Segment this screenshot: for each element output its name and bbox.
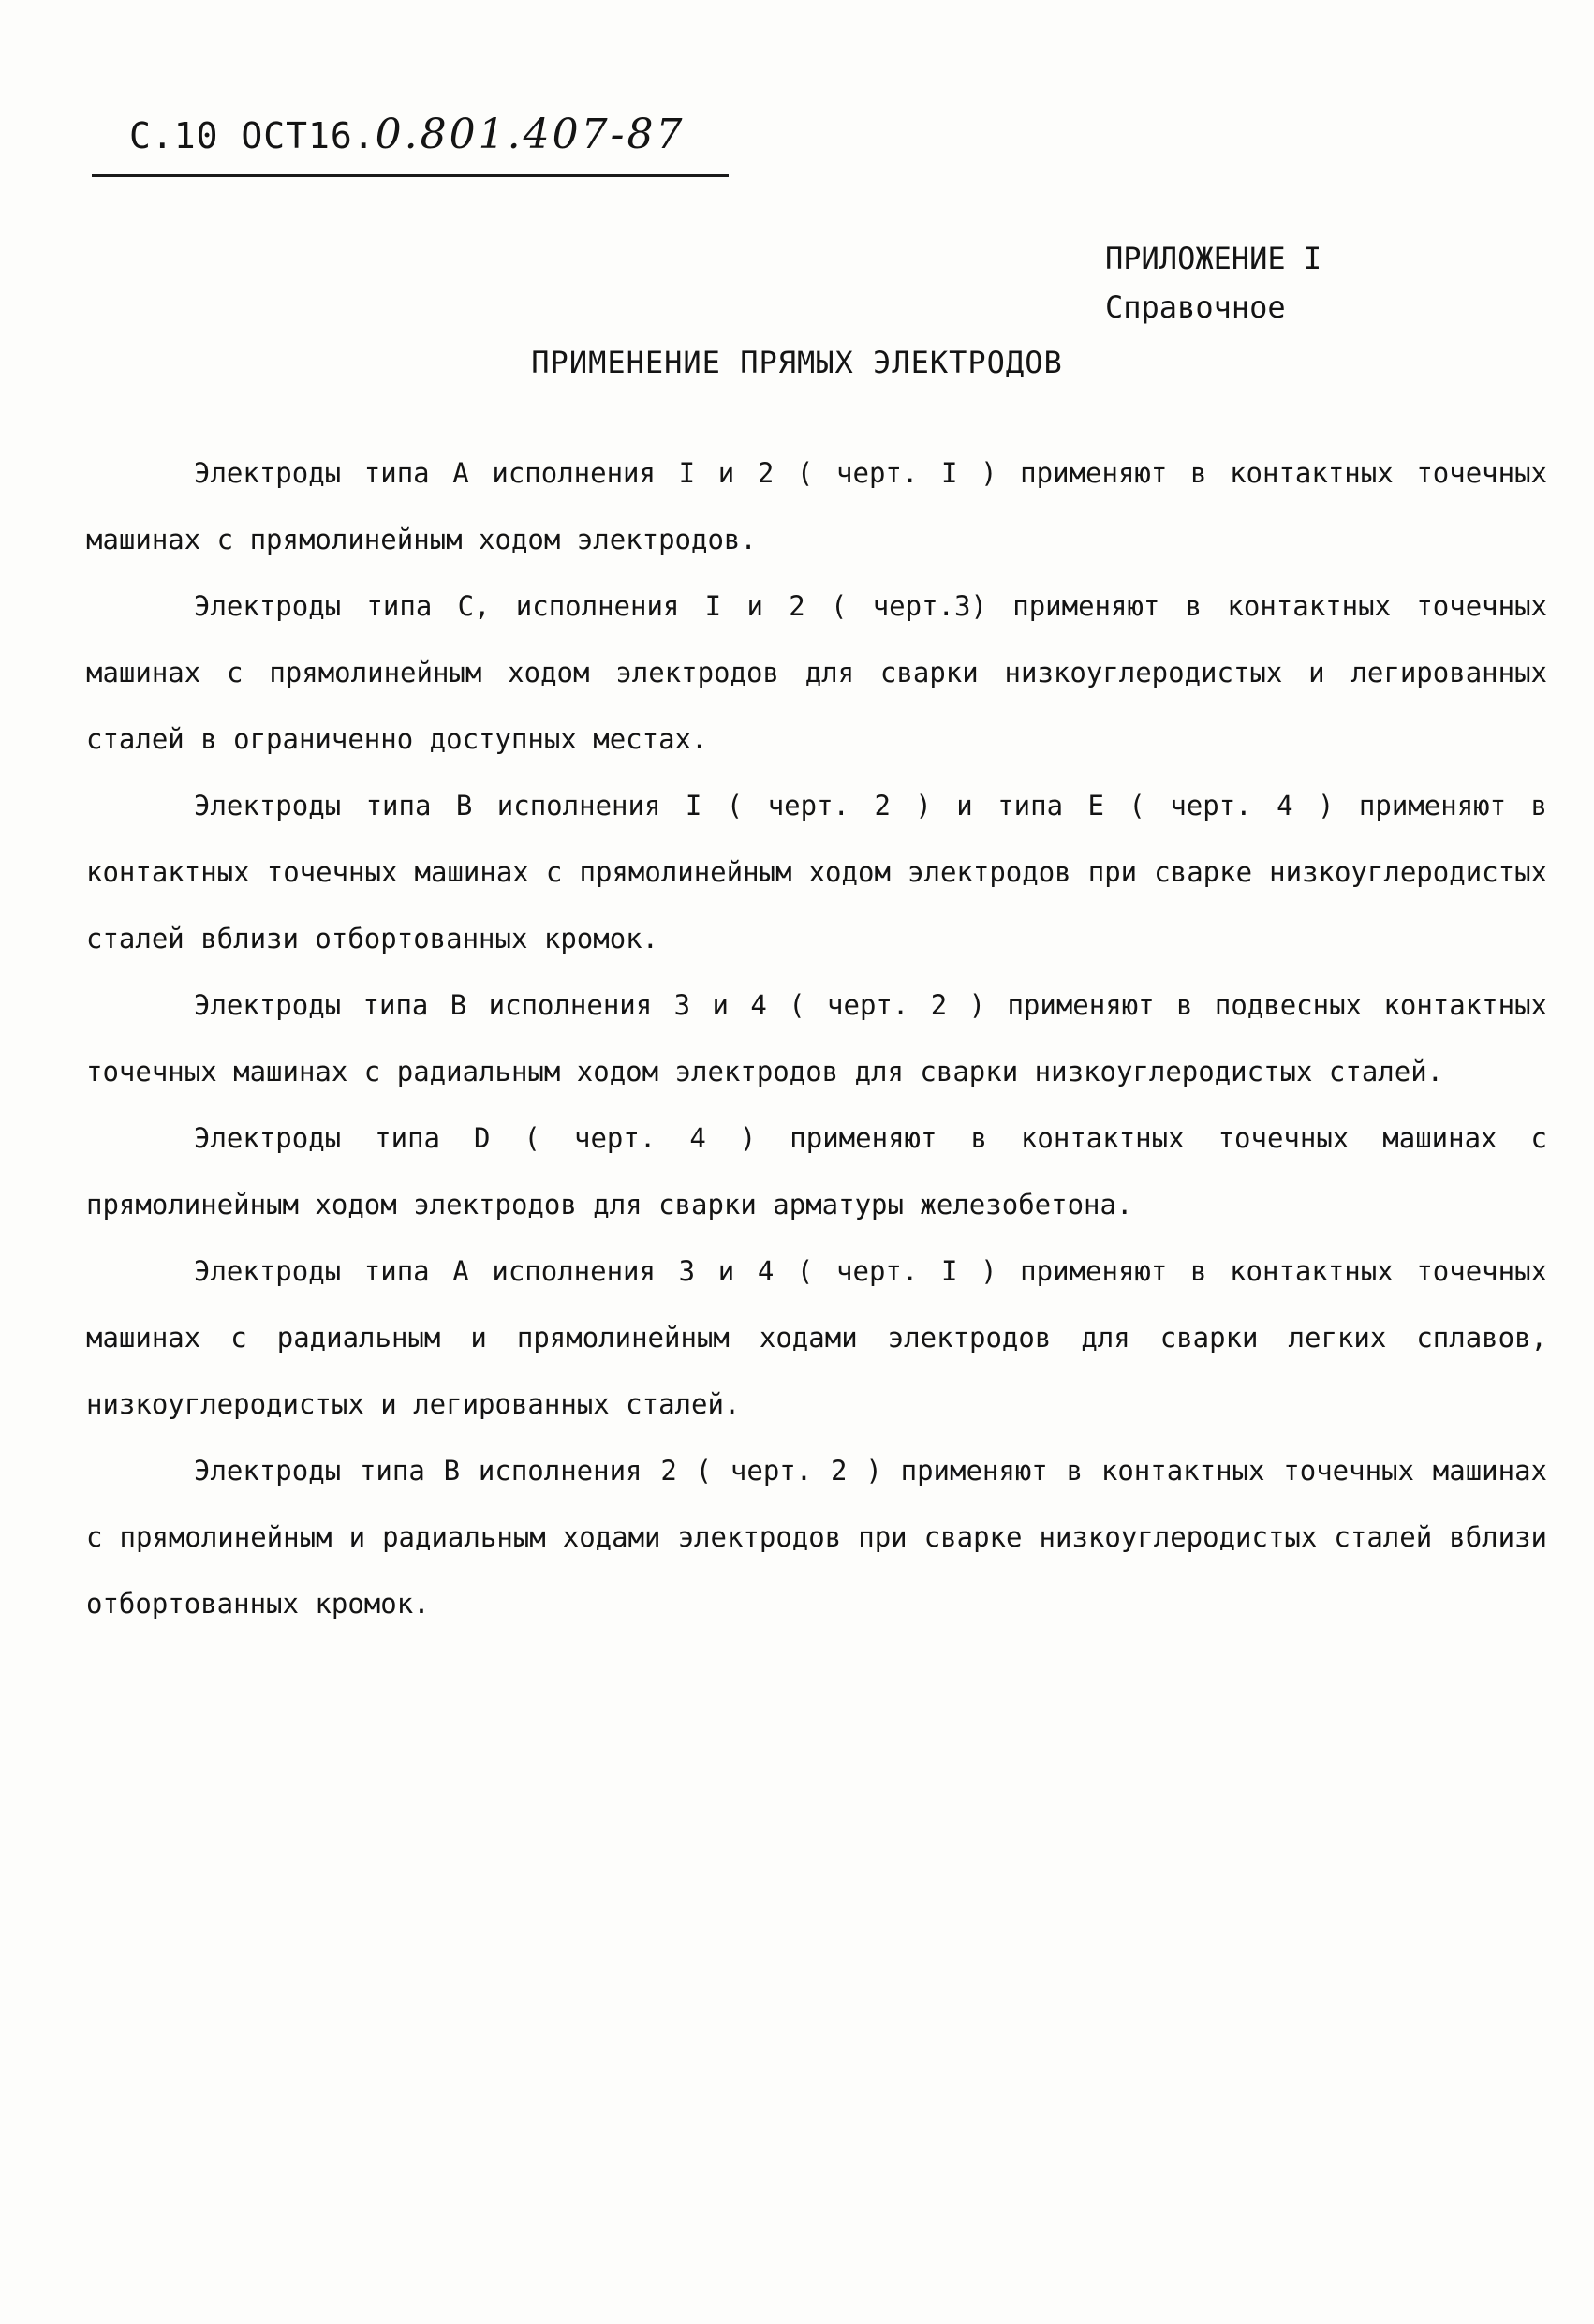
- document-code-prefix: С.10 ОСТ16.: [129, 115, 376, 156]
- section-title: ПРИМЕНЕНИЕ ПРЯМЫХ ЭЛЕКТРОДОВ: [531, 345, 1063, 380]
- paragraph: Электроды типа А исполнения I и 2 ( черт. I ) применяют в контактных точечных машинах с прямолинейным ходом электродов.: [86, 457, 1547, 555]
- document-code-handwritten: 0.801.407-87: [375, 111, 686, 158]
- document-code-underline: [92, 174, 729, 177]
- paragraph: Электроды типа В исполнения 3 и 4 ( черт. 2 ) применяют в подвесных контактных точечных машинах с радиальным ходом электродов для сварки низкоуглеродистых сталей.: [86, 989, 1547, 1088]
- paragraph: Электроды типа В исполнения I ( черт. 2 ) и типа Е ( черт. 4 ) применяют в контактных точечных машинах с прямолинейным ходом электродов при сварке низкоуглеродистых сталей вблизи отбортованных кромок.: [86, 790, 1547, 955]
- paragraph: Электроды типа С, исполнения I и 2 ( черт.3) применяют в контактных точечных машинах с прямолинейным ходом электродов для сварки низкоуглеродистых и легированных сталей в ограниченно доступных местах.: [86, 590, 1547, 755]
- appendix-block: [1105, 234, 1321, 332]
- appendix-label: ПРИЛОЖЕНИЕ I: [1105, 241, 1322, 276]
- document-code: [129, 111, 685, 158]
- paragraph: Электроды типа В исполнения 2 ( черт. 2 ) применяют в контактных точечных машинах с прямолинейным и радиальным ходами электродов при сварке низкоуглеродистых сталей вблизи отбортованных кромок.: [86, 1455, 1547, 1620]
- paragraph: Электроды типа А исполнения 3 и 4 ( черт. I ) применяют в контактных точечных машинах с радиальным и прямолинейным ходами электродов для сварки легких сплавов, низкоуглеродистых и легированных сталей.: [86, 1255, 1547, 1420]
- body-text: [86, 440, 1547, 1637]
- appendix-note: Справочное: [1105, 289, 1286, 325]
- paragraph: Электроды типа D ( черт. 4 ) применяют в контактных точечных машинах с прямолинейным ходом электродов для сварки арматуры железобетона.: [86, 1122, 1547, 1221]
